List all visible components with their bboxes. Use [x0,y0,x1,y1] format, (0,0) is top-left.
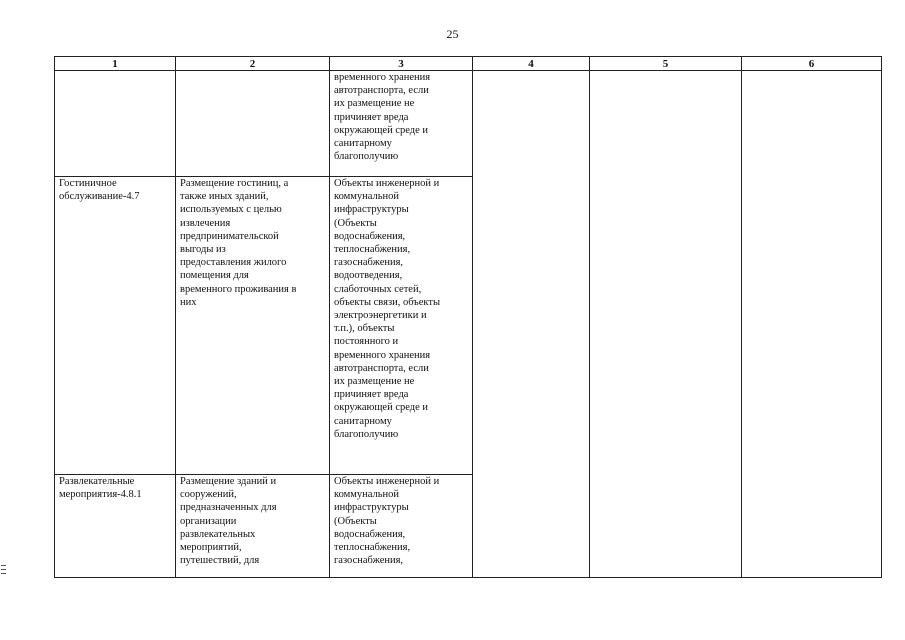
zoning-table [54,56,882,578]
cell-use-description: Размещение гостиниц, а также иных зданий, используемых с целью извлечения предпринимательской выгоды из предоставления жилого помещения для временного проживания в них [176,177,330,475]
column-header-5: 5 [590,57,742,71]
column-header-3: 3 [330,57,473,71]
page-number: 25 [446,27,459,41]
cell-use-type: Развлекательные мероприятия-4.8.1 [55,475,176,578]
cell-use-description [176,71,330,177]
cell-permitted-objects: Объекты инженерной и коммунальной инфраструктуры (Объекты водоснабжения, теплоснабжения, газоснабжения, водоотведения, слаботочных сетей, объекты связи, объекты электроэнергетики и т.п.), объекты постоянного и временного хранения автотранспорта, если их размещение не причиняет вреда окружающей среде и санитарному благополучию [330,177,473,475]
column-header-6: 6 [742,57,882,71]
column-header-4: 4 [473,57,590,71]
margin-tick-mark [1,565,6,579]
table-row [55,71,882,177]
column-header-2: 2 [176,57,330,71]
cell-use-type [55,71,176,177]
cell-permitted-objects: Объекты инженерной и коммунальной инфраструктуры (Объекты водоснабжения, теплоснабжения, газоснабжения, [330,475,473,578]
cell-col-6 [742,71,882,578]
table-header-row [55,57,882,71]
cell-use-type: Гостиничное обслуживание-4.7 [55,177,176,475]
column-header-1: 1 [55,57,176,71]
cell-col-5 [590,71,742,578]
cell-permitted-objects: временного хранения автотранспорта, если их размещение не причиняет вреда окружающей среде и санитарному благополучию [330,71,473,177]
cell-col-4 [473,71,590,578]
cell-use-description: Размещение зданий и сооружений, предназначенных для организации развлекательных мероприятий, путешествий, для [176,475,330,578]
